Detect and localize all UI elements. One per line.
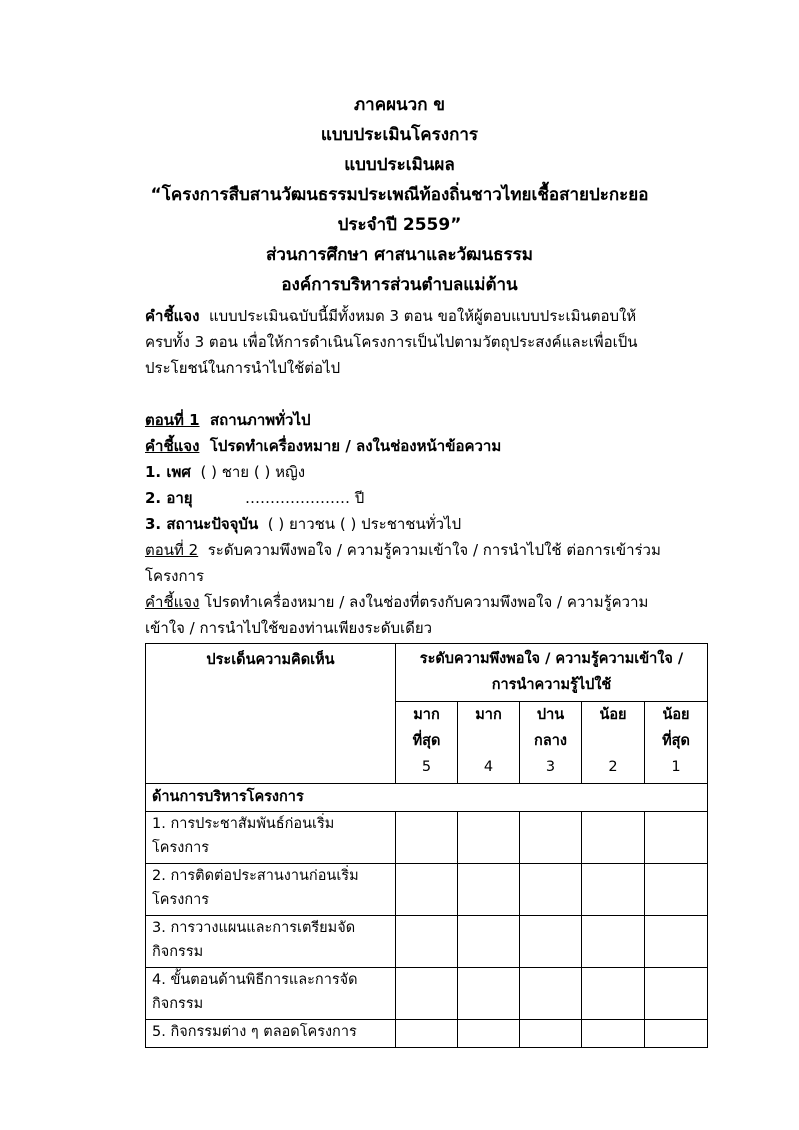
part-2-instr-label: คำชี้แจง	[145, 593, 200, 611]
intro-line-2: ครบทั้ง 3 ตอน เพื่อให้การดำเนินโครงการเป็นไปตามวัตถุประสงค์และเพื่อเป็น	[145, 333, 638, 351]
part-2-instr-line-1: โปรดทำเครื่องหมาย / ลงในช่องที่ตรงกับความพึงพอใจ / ความรู้ความ	[204, 593, 649, 611]
part-2-section	[145, 537, 705, 641]
rating-cell[interactable]	[396, 916, 458, 968]
document-title-block	[0, 90, 799, 300]
rating-cell[interactable]	[582, 1020, 645, 1048]
item-label: 3. การวางแผนและการเตรียมจัด กิจกรรม	[146, 916, 396, 968]
rating-cell[interactable]	[645, 968, 708, 1020]
item-label: 2. การติดต่อประสานงานก่อนเริ่ม โครงการ	[146, 864, 396, 916]
rating-cell[interactable]	[645, 864, 708, 916]
item-label: 5. กิจกรรมต่าง ๆ ตลอดโครงการ	[146, 1020, 396, 1048]
table-row	[146, 916, 708, 968]
table-row	[146, 812, 708, 864]
rating-cell[interactable]	[458, 916, 520, 968]
intro-line-1: แบบประเมินฉบับนี้มีทั้งหมด 3 ตอน ขอให้ผู้ตอบแบบประเมินตอบให้	[208, 307, 637, 325]
rating-cell[interactable]	[396, 812, 458, 864]
level-header-3: ปาน กลาง 3	[520, 702, 582, 784]
q2-label: 2. อายุ	[145, 489, 193, 507]
level-column-header: ระดับความพึงพอใจ / ความรู้ความเข้าใจ / การนำความรู้ไปใช้	[396, 644, 708, 702]
rating-cell[interactable]	[396, 968, 458, 1020]
part-1-title: สถานภาพทั่วไป	[210, 411, 311, 429]
q3-label: 3. สถานะปัจจุบัน	[145, 515, 259, 533]
rating-cell[interactable]	[458, 864, 520, 916]
part-1-label: ตอนที่ 1	[145, 411, 200, 429]
rating-cell[interactable]	[645, 916, 708, 968]
rating-cell[interactable]	[458, 1020, 520, 1048]
rating-cell[interactable]	[520, 968, 582, 1020]
rating-cell[interactable]	[645, 812, 708, 864]
level-header-5: มาก ที่สุด 5	[396, 702, 458, 784]
rating-cell[interactable]	[582, 864, 645, 916]
part-2-instr-line-2: เข้าใจ / การนำไปใช้ของท่านเพียงระดับเดียว	[145, 619, 433, 637]
section-heading: ด้านการบริหารโครงการ	[146, 784, 708, 812]
q1-options[interactable]: ( ) ชาย ( ) หญิง	[200, 463, 306, 481]
rating-cell[interactable]	[520, 916, 582, 968]
rating-cell[interactable]	[520, 812, 582, 864]
level-header-4: มาก 4	[458, 702, 520, 784]
table-row	[146, 1020, 708, 1048]
level-header-1: น้อย ที่สุด 1	[645, 702, 708, 784]
part-1-instr-text: โปรดทำเครื่องหมาย / ลงในช่องหน้าข้อความ	[209, 437, 502, 455]
rating-cell[interactable]	[645, 1020, 708, 1048]
rating-cell[interactable]	[520, 1020, 582, 1048]
evaluation-table	[145, 643, 708, 1048]
part-2-title-line-1: ระดับความพึงพอใจ / ความรู้ความเข้าใจ / การนำไปใช้ ต่อการเข้าร่วม	[207, 541, 661, 559]
part-1-instr-label: คำชี้แจง	[145, 437, 200, 455]
appendix-heading: ภาคผนวก ข	[353, 95, 446, 115]
project-year: ประจำปี 2559”	[337, 215, 462, 235]
table-row	[146, 864, 708, 916]
table-row	[146, 968, 708, 1020]
rating-cell[interactable]	[458, 968, 520, 1020]
part-2-label: ตอนที่ 2	[145, 541, 199, 559]
q2-blank[interactable]: ………………… ปี	[245, 489, 365, 507]
rating-cell[interactable]	[582, 812, 645, 864]
project-name: “โครงการสืบสานวัฒนธรรมประเพณีท้องถิ่นชาวไทยเชื้อสายปะกะยอ	[150, 185, 649, 205]
rating-cell[interactable]	[396, 1020, 458, 1048]
rating-cell[interactable]	[582, 968, 645, 1020]
opinion-column-header: ประเด็นความคิดเห็น	[146, 644, 396, 784]
intro-instructions	[145, 303, 705, 381]
intro-label: คำชี้แจง	[145, 307, 200, 325]
part-2-title-line-2: โครงการ	[145, 567, 205, 585]
q3-options[interactable]: ( ) ยาวชน ( ) ประชาชนทั่วไป	[267, 515, 462, 533]
section-row	[146, 784, 708, 812]
item-label: 4. ขั้นตอนด้านพิธีการและการจัด กิจกรรม	[146, 968, 396, 1020]
item-label: 1. การประชาสัมพันธ์ก่อนเริ่ม โครงการ	[146, 812, 396, 864]
level-header-2: น้อย 2	[582, 702, 645, 784]
rating-cell[interactable]	[520, 864, 582, 916]
table-header-row	[146, 644, 708, 702]
form-title: แบบประเมินโครงการ	[320, 125, 479, 145]
organization-name: องค์การบริหารส่วนตำบลแม่ต้าน	[281, 275, 518, 295]
form-subtitle: แบบประเมินผล	[344, 155, 455, 175]
q1-label: 1. เพศ	[145, 463, 191, 481]
rating-cell[interactable]	[458, 812, 520, 864]
rating-cell[interactable]	[582, 916, 645, 968]
part-1-section	[145, 407, 705, 537]
department-name: ส่วนการศึกษา ศาสนาและวัฒนธรรม	[265, 245, 534, 265]
rating-cell[interactable]	[396, 864, 458, 916]
intro-line-3: ประโยชน์ในการนำไปใช้ต่อไป	[145, 359, 341, 377]
